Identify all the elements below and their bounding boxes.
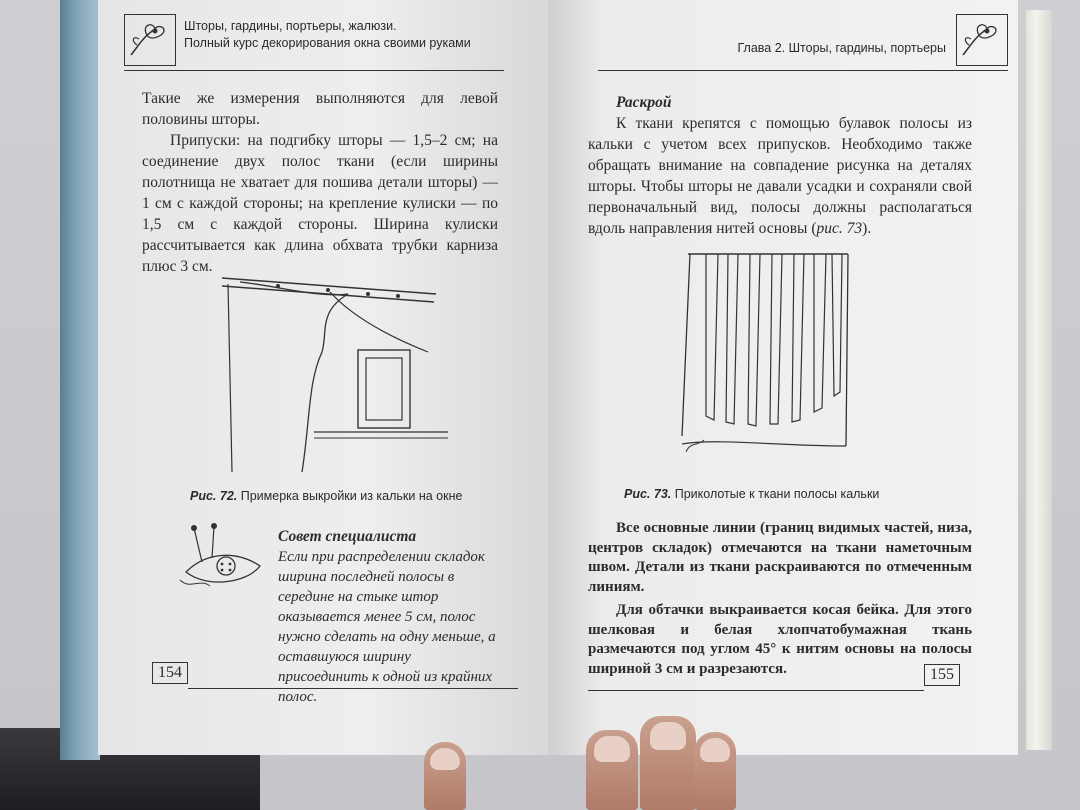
paragraph: Такие же измерения выполняются для левой половины шторы. [142, 90, 498, 128]
left-body-text [142, 88, 498, 277]
paragraph: Все основные линии (границ видимых частей, низа, центров складок) отмечаются на ткани наметочным швом. Детали из ткани раскраиваются по отмеченным линиям. [588, 520, 972, 595]
thumb [424, 742, 466, 810]
floral-ornament-icon [124, 14, 176, 66]
caption-label: Рис. 73. [624, 487, 672, 501]
finger [586, 730, 638, 810]
left-page [98, 0, 548, 755]
floral-ornament-icon [956, 14, 1008, 66]
left-running-header [124, 14, 524, 72]
figure-73-caption [624, 487, 879, 501]
page-edges [1026, 10, 1052, 750]
tip-title: Совет специалиста [278, 528, 417, 545]
header-rule [598, 70, 1008, 71]
fingernail [594, 736, 630, 762]
right-body-text-bottom [588, 519, 972, 679]
footer-rule [588, 690, 924, 691]
figure-72-caption [190, 489, 462, 503]
figure-reference: рис. 73 [816, 220, 863, 237]
fingernail [650, 722, 686, 750]
header-chapter-title: Глава 2. Шторы, гардины, портьеры [737, 41, 946, 55]
paragraph-text: К ткани крепятся с помощью булавок полосы из кальки с учетом всех припусков. Необходимо также обращать внимание на совпадение рисунка на деталях шторы. Чтобы шторы не давали усадки и сохраняли свой первоначальный вид, полосы должны располагаться вдоль направления нитей основы ( [588, 115, 972, 237]
page-number-left: 154 [152, 662, 188, 684]
figure-73-strips-sketch [678, 246, 858, 482]
caption-text: Примерка выкройки из кальки на окне [240, 489, 463, 503]
sewing-pins-icon [176, 522, 272, 592]
paragraph: Припуски: на подгибку шторы — 1,5–2 см; на соединение двух полос ткани (если ширины полотнища не хватает для пошива детали шторы) — 1 см с каждой стороны; на крепление кулиски — по 1,5 см с каждой стороны. Ширина кулиски рассчитывается как длина обхвата трубки карниза плюс 3 см. [142, 132, 498, 275]
section-title: Раскрой [616, 94, 672, 111]
book-cover-edge [60, 0, 100, 760]
fingernail [430, 748, 460, 770]
tip-body: Если при распределении складок ширина последней полосы в середине на стыке штор оказывается менее 5 см, полос нужно сделать на одну меньше, а оставшуюся ширину присоединить к одной из крайних полос. [278, 549, 496, 705]
finger [640, 716, 696, 810]
header-title-line2: Полный курс декорирования окна своими руками [184, 36, 471, 50]
page-number-right: 155 [924, 664, 960, 686]
right-running-header [568, 14, 1008, 72]
finger [694, 732, 736, 810]
caption-text: Приколотые к ткани полосы кальки [674, 487, 880, 501]
right-body-text-top [588, 92, 972, 239]
paragraph-text-end: ). [862, 220, 872, 237]
fingernail [700, 738, 730, 762]
expert-tip [278, 526, 504, 707]
footer-rule [188, 688, 518, 689]
header-rule [124, 70, 504, 71]
paragraph: Для обтачки выкраивается косая бейка. Для этого шелковая и белая хлопчатобумажная ткань размечаются под углом 45° к нитям основы на полосы шириной 3 см и разрезаются. [588, 602, 972, 677]
paragraph [588, 113, 972, 239]
header-title-line1: Шторы, гардины, портьеры, жалюзи. [184, 19, 397, 33]
caption-label: Рис. 72. [190, 489, 238, 503]
right-page [548, 0, 1018, 755]
figure-72-window-sketch [218, 272, 468, 482]
